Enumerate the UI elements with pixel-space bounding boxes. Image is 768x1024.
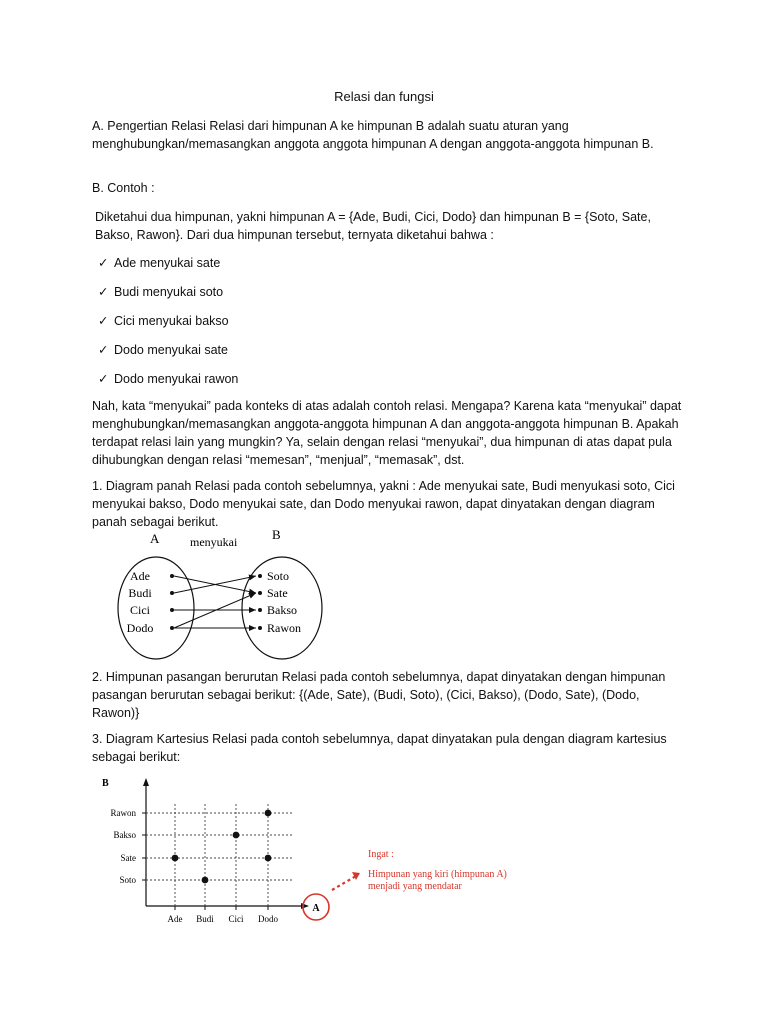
checkmark-icon: ✓ (98, 372, 109, 386)
x-axis-arrowhead (301, 903, 309, 909)
checklist-item-label: Dodo menyukai rawon (114, 372, 239, 386)
y-tick-label: Sate (120, 853, 136, 863)
note-pointer-arrowhead (352, 872, 360, 880)
note-pointer-arrow (332, 876, 356, 890)
checkmark-icon: ✓ (98, 314, 109, 328)
checklist-item (98, 254, 658, 272)
checklist-item-label: Cici menyukai bakso (114, 314, 229, 328)
data-point (265, 810, 272, 817)
arrow-diagram (110, 526, 335, 666)
set-b-dot (258, 574, 262, 578)
page-title: Relasi dan fungsi (334, 89, 434, 104)
set-a-dot (170, 626, 174, 630)
set-a-member: Cici (130, 603, 150, 617)
section-b-heading: B. Contoh : (92, 181, 155, 195)
section-a-paragraph: A. Pengertian Relasi Relasi dari himpunan A ke himpunan B adalah suatu aturan yang menghubungkan/memasangkan anggota anggota himpunan A dengan anggota-anggota himpunan B. (92, 119, 654, 151)
set-a-dot (170, 591, 174, 595)
checklist-item (98, 283, 658, 301)
relation-label: menyukai (190, 535, 238, 549)
checklist-item (98, 341, 658, 359)
checkmark-icon: ✓ (98, 256, 109, 270)
intro-paragraph: Diketahui dua himpunan, yakni himpunan A = {Ade, Budi, Cici, Dodo} dan himpunan B = {Soto, Sate, Bakso, Rawon}. Dari dua himpunan tersebut, ternyata diketahui bahwa : (95, 210, 651, 242)
checklist-item-label: Budi menyukai soto (114, 285, 224, 299)
set-a-member: Dodo (126, 621, 154, 635)
data-point (172, 855, 179, 862)
item-3-paragraph: 3. Diagram Kartesius Relasi pada contoh sebelumnya, dapat dinyatakan pula dengan diagram kartesius sebagai berikut: (92, 732, 667, 764)
y-tick-label: Bakso (113, 830, 136, 840)
item-1-paragraph: 1. Diagram panah Relasi pada contoh sebelumnya, yakni : Ade menyukai sate, Budi menyukasi soto, Cici menyukai bakso, Dodo menyukai sate, dan Dodo menyukai rawon, dapat dinyatakan dengan diagram panah sebagai berikut. (92, 479, 675, 529)
x-tick-label: Ade (167, 914, 183, 924)
checklist-item (98, 312, 658, 330)
remember-note (310, 840, 550, 925)
y-tick-label: Rawon (110, 808, 136, 818)
set-b-member: Rawon (267, 621, 301, 635)
item-2-paragraph: 2. Himpunan pasangan berurutan Relasi pada contoh sebelumnya, dapat dinyatakan dengan himpunan pasangan berurutan sebagai berikut: {(Ade, Sate), (Budi, Soto), (Cici, Bakso), (Dodo, Sate), (Dodo, Rawon)} (92, 670, 666, 720)
set-b-dot (258, 591, 262, 595)
cartesian-diagram (100, 770, 340, 930)
note-line-2: menjadi yang mendatar (368, 881, 462, 892)
set-b-member: Sate (267, 586, 288, 600)
set-a-member: Ade (130, 569, 150, 583)
set-a-member: Budi (128, 586, 152, 600)
x-tick-label: Dodo (258, 914, 278, 924)
checklist-item-label: Ade menyukai sate (114, 256, 221, 270)
set-b-dot (258, 608, 262, 612)
data-point (265, 855, 272, 862)
set-b-dot (258, 626, 262, 630)
note-heading: Ingat : (368, 849, 394, 860)
set-a-label: A (150, 531, 160, 546)
set-b-label: B (272, 527, 281, 542)
data-point (233, 832, 240, 839)
data-point (202, 877, 209, 884)
checkmark-icon: ✓ (98, 285, 109, 299)
set-b-member: Soto (267, 569, 290, 583)
x-axis-label: A (312, 903, 320, 914)
x-tick-label: Cici (228, 914, 244, 924)
checklist-item-label: Dodo menyukai sate (114, 343, 228, 357)
y-axis-label: B (102, 778, 109, 789)
set-a-dot (170, 608, 174, 612)
explanation-paragraph: Nah, kata “menyukai” pada konteks di atas adalah contoh relasi. Mengapa? Karena kata “menyukai” dapat menghubungkan/memasangkan anggota-anggota himpunan A dan anggota-anggota himpunan B. Apakah terdapat relasi lain yang mungkin? Ya, selain dengan relasi “menyukai”, dua himpunan di atas dapat pula dihubungkan dengan relasi “memesan”, “menjual”, “memasak”, dst. (92, 399, 682, 467)
set-b-member: Bakso (267, 603, 297, 617)
set-a-dot (170, 574, 174, 578)
y-tick-label: Soto (119, 875, 136, 885)
checkmark-icon: ✓ (98, 343, 109, 357)
note-line-1: Himpunan yang kiri (himpunan A) (368, 869, 507, 880)
checklist-item (98, 370, 658, 388)
x-tick-label: Budi (196, 914, 214, 924)
y-axis-arrowhead (143, 778, 149, 786)
